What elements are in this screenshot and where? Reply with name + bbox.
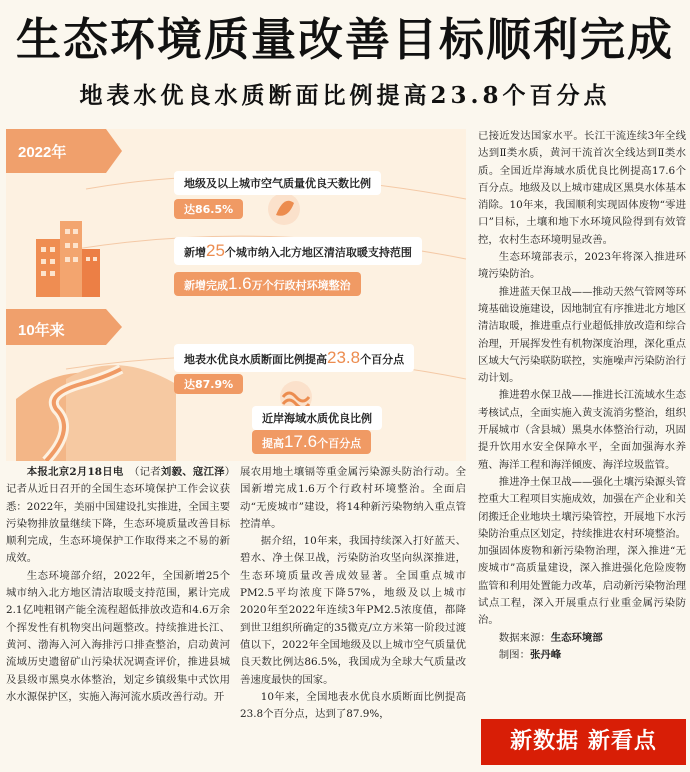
article-paragraph: 已接近发达国家水平。长江干流连续3年全线达到Ⅱ类水质，黄河干流首次全线达到Ⅱ类水质。全国近岸海域水质优良比例提高17.6个百分点。地级及以上城市建成区黑臭水体基本消除。10年来，我国顺利实现固体废物“零进口”目标，土壤和地下水环境风险得到有效管控，农村生态环境明显改善。 bbox=[478, 130, 686, 246]
article-column-1 bbox=[6, 464, 230, 766]
stat-surface-water-value: 达87.9% bbox=[174, 374, 243, 394]
article-paragraph: 生态环境部表示，2023年将深入推进环境污染防治。 bbox=[478, 251, 686, 281]
stat-heating-cities: 新增25个城市纳入北方地区清洁取暖支持范围 bbox=[174, 237, 422, 265]
stat-air-quality-value: 达86.5% bbox=[174, 199, 243, 219]
river-icon bbox=[16, 365, 176, 461]
stat-coastal-water-value: 提高17.6个百分点 bbox=[252, 430, 371, 454]
article-paragraph: 10年来，全国地表水优良水质断面比例提高23.8个百分点，达到了87.9%， bbox=[240, 690, 466, 721]
stat-coastal-water-label: 近岸海域水质优良比例 bbox=[252, 406, 382, 430]
headline: 生态环境质量改善目标顺利完成 bbox=[15, 13, 674, 66]
chart-maker: 制图：张丹峰 bbox=[498, 648, 562, 661]
article-paragraph: 推进碧水保卫战——推进长江流域水生态考核试点，全面实施入黄支流消劣整治，组织开展城市（含县城）黑臭水体整治行动，巩固提升饮用水安全保障水平，全面加强海水养殖、海洋工程和海洋倾废、海洋垃圾监管。 bbox=[478, 389, 686, 471]
article-column-2 bbox=[240, 464, 466, 766]
subheadline: 地表水优良水质断面比例提高23.8个百分点 bbox=[79, 82, 611, 109]
article-paragraph: 推进蓝天保卫战——推动天然气管网等环境基础设施建设，因地制宜有序推进北方地区清洁取暖，推进重点行业超低排放改造和综合治理，开展挥发性有机物深度治理，深化重点区域大气污染联防联控，实施噪声污染防治行动计划。 bbox=[478, 285, 686, 385]
article-column-3 bbox=[478, 128, 686, 716]
year-10-label: 10年来 bbox=[18, 322, 65, 339]
data-source: 数据来源：生态环境部 bbox=[498, 631, 603, 644]
leaf-emblem-icon bbox=[268, 193, 300, 225]
buildings-icon bbox=[36, 221, 100, 297]
stat-villages: 新增完成1.6万个行政村环境整治 bbox=[174, 272, 361, 296]
article-paragraph: 推进净土保卫战——强化土壤污染源头管控重大工程项目实施成效，加强在产企业和关闭搬迁企业地块土壤污染管控，开展地下水污染防治重点区划定，持续推进农村环境整治。加强固体废物和新污染物治理，深入推进“无废城市”高质量建设，深入推进强化危险废物监管和利用处置能力改革，启动新污染物治理试点工程，深入开展重点行业重金属污染防治。 bbox=[478, 475, 686, 627]
year-2022-label: 2022年 bbox=[18, 144, 67, 161]
stat-air-quality-label: 地级及以上城市空气质量优良天数比例 bbox=[174, 171, 381, 195]
stat-surface-water: 地表水优良水质断面比例提高23.8个百分点 bbox=[174, 344, 414, 372]
article-paragraph: 据介绍，10年来，我国持续深入打好蓝天、碧水、净土保卫战，污染防治攻坚向纵深推进，生态环境质量改善成效显著。全国重点城市PM2.5平均浓度下降57%，地级及以上城市2020年至2022年连续3年PM2.5浓度值，都降到世卫组织所确定的35微克/立方米第一阶段过渡值以下，2022年全国地级及以上城市空气质量优良天数比例达86.5%，我国成为全球大气质量改善速度最快的国家。 bbox=[240, 535, 466, 686]
article-paragraph: 展农用地土壤镉等重金属污染源头防治行动。全国新增完成1.6万个行政村环境整治。全面启动“无废城市”建设，将14种新污染物纳入重点管控清单。 bbox=[240, 466, 466, 530]
article-paragraph: 生态环境部介绍，2022年，全国新增25个城市纳入北方地区清洁取暖支持范围，累计完成2.1亿吨粗钢产能全流程超低排放改造和4.6万余个挥发性有机物突出问题整改。持续推进长江、黄河、渤海入河入海排污口排查整治，启动黄河流域历史遗留矿山污染状况调查评价，推进县城及县级市黑臭水体整治，划定乡镇级集中式饮用水水源保护区，实施入海河流水质改善行动。开 bbox=[6, 569, 230, 703]
section-tag: 新数据 新看点 bbox=[481, 719, 686, 765]
article-lead: 本报北京2月18日电 （记者刘毅、寇江泽）记者从近日召开的全国生态环境保护工作会议获悉：2022年，美丽中国建设扎实推进，全国主要污染物排放量继续下降，生态环境质量改善目标顺利完成，生态环境保护工作取得来之不易的新成效。 bbox=[6, 466, 230, 565]
infographic bbox=[6, 129, 466, 461]
